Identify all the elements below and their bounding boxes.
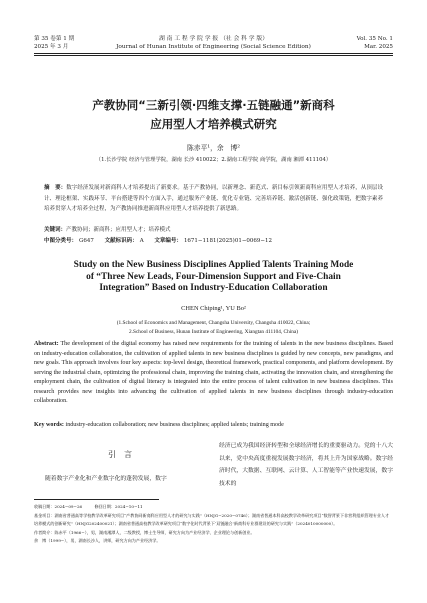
class-number-label: 中图分类号： — [44, 238, 78, 244]
chinese-affiliation: （1.长沙学院 经济与管理学院，湖南 长沙 410022；2.湖南工程学院 商学院，湖南 湘潭 411104） — [95, 157, 332, 163]
footnote-dates: 收稿日期：2024−09−26 修回日期：2024−10−11 — [34, 504, 143, 509]
doc-code-value: A — [139, 238, 144, 244]
header-rule-thin — [34, 55, 393, 56]
english-abstract-label: Abstract: — [34, 341, 59, 347]
journal-header — [34, 36, 393, 58]
introduction-heading: 引 言 — [108, 450, 132, 459]
chinese-keywords — [44, 226, 383, 235]
footnote-funding: 基金项目：湖南省普通高等学校教学改革研究项目“产教协同新商科应用型人才的研究与实践”（HNJG−2020−0746）；湖南省普通本科高校教学改革研究项目“数智背景下非营利组织管理专业人才培养模式的创新研究”（HNJG202400021）；湖南省普通高校教学改革研究项目“数字化时代背景下‘双链融合’新商科专业群建设的研究与实践”（2024010000000）。 — [34, 512, 390, 526]
footnote-author-bio-2: 余 博（1999−），男，湖南长沙人，讲师，研究方向为产业经济学。 — [34, 538, 161, 543]
english-abstract-text: The development of the digital economy has raised new requirements for the training of talents in the new business disciplines. Based on industry-education collaboration, the cultivation of applied talents in new business disciplines is guided by new concepts, new paradigms, and new goals. This approach involves four key aspects: top-level design, theoretical framework, practical components, and platform development. By serving the industrial chain, optimizing the professional chain, improving the training chain, activating the innovation chain, and strengthening the employment chain, the cultivation of digital literacy is integrated into the entire process of talent cultivation in new business disciplines. This research provides new insights into advancing the cultivation of applied talents in new business disciplines through industry-education collaboration. — [34, 341, 393, 404]
english-title: Study on the New Business Disciplines Applied Talents Training Mode of “Three New Leads, Four-Dimension Support and Five-Chain Integration” Based on Industry-Education Collaboration — [73, 260, 354, 293]
introduction-paragraph: 随着数字产业化和产业数字化的蓬勃发展，数字 — [45, 476, 167, 482]
journal-name-en: Journal of Hunan Institute of Engineering (Social Science Edition) — [116, 43, 311, 50]
journal-name — [34, 36, 393, 51]
chinese-abstract-label: 摘 要： — [44, 185, 67, 191]
english-authors: CHEN Chiping¹, YU Bo² — [181, 305, 246, 312]
footnote-rule — [34, 499, 159, 500]
body-left-column — [34, 440, 206, 484]
footnotes — [34, 503, 393, 546]
article-number-value: 1671−1181(2025)01−0069−12 — [183, 238, 273, 244]
classification-line — [44, 237, 383, 246]
chinese-abstract-text: 数字经济发展对新商科人才培养提出了新要求。基于产教协同，以新理念、新范式、新目标引领新商科应用型人才培养，从顶层设计、理论框架、实践环节、平台搭建等四个方面入手，通过服务产业链、优化专业链、完善培养链、激活创新链、强化政策链，把数字素养培养贯穿人才培养全过程，为产教协同推进新商科应用型人才培养提供了新思路。 — [44, 185, 383, 212]
english-keywords-text: industry-education collaboration; new business disciplines; applied talents; training mode — [65, 422, 284, 428]
english-keywords — [34, 421, 393, 430]
class-number-value: G647 — [79, 238, 94, 244]
doc-code-label: 文献标识码： — [104, 238, 138, 244]
chinese-authors: 陈赤平¹，余 博² — [186, 144, 241, 152]
english-abstract — [34, 340, 393, 407]
issue-info-left: 第 35 卷第 1 期 2025 年 3 月 — [34, 36, 75, 50]
article-number-label: 文章编号： — [154, 238, 182, 244]
english-affiliation: (1.School of Economics and Management, Changsha University, Changsha 410022, China; 2.School of Business, Hunan Institute of Engineering, Xiangtan 411104, China) — [116, 320, 311, 335]
journal-name-cn: 湖 南 工 程 学 院 学 报 （社 会 科 学 版） — [158, 36, 269, 42]
chinese-abstract — [44, 183, 383, 215]
header-rule-thick — [34, 53, 393, 54]
issue-info-right: Vol. 35 No. 1 Mar. 2025 — [356, 36, 393, 50]
chinese-keywords-text: 产教协同；新商科；应用型人才；培养模式 — [66, 227, 171, 233]
chinese-keywords-label: 关键词： — [44, 227, 67, 233]
chinese-title: 产教协同“三新引领·四维支撑·五链融通”新商科 应用型人才培养模式研究 — [92, 98, 335, 131]
footnote-author-bio: 作者简介：陈赤平（1966−），男，湖南湘潭人，二级教授，博士生导师，研究方向为产业经济学、企业理论与创新创业。 — [34, 529, 255, 535]
body-right-column: 经济已成为我国经济转型和全球经济增长的重要驱动力。党的十八大以来，党中央高度重视发展数字经济，将其上升为国家战略。数字经济时代，大数据、互联网、云计算、人工智能等产业快速发展，数字技术的 — [219, 443, 393, 487]
english-keywords-label: Key words: — [34, 422, 64, 428]
